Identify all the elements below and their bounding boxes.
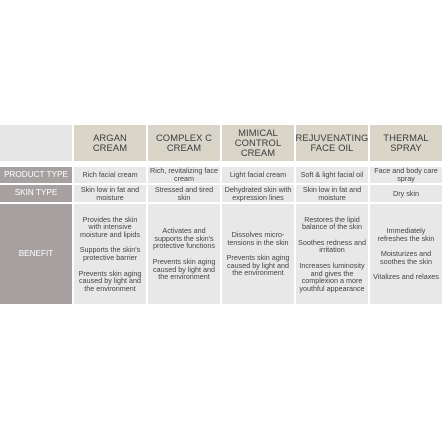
benefit-item: Vitalizes and relaxes [373, 272, 439, 282]
benefit-item: Dissolves micro-tensions in the skin [227, 230, 289, 247]
product-type-cell: Light facial cream [222, 167, 294, 183]
benefit-item: Immediately refreshes the skin [377, 226, 435, 243]
benefit-item: Prevents skin aging caused by light and the environment [152, 257, 216, 282]
header-complex-c-cream: COMPLEX C CREAM [148, 125, 220, 161]
benefit-cell-complex-c [148, 204, 220, 304]
benefit-item: Prevents skin aging caused by light and the environment [226, 253, 290, 278]
comparison-table [0, 125, 439, 304]
benefit-item: Provides the skin with intensive moisture and lipids [80, 214, 140, 239]
benefit-cell-thermal [370, 204, 442, 304]
product-type-cell: Soft & light facial oil [296, 167, 368, 183]
benefit-item: Soothes redness and irritation [298, 237, 366, 255]
header-gap [0, 163, 442, 165]
skin-type-cell: Stressed and tired skin [148, 185, 220, 202]
row-label-benefit: BENEFIT [0, 204, 72, 304]
benefit-item: Activates and supports the skin's protective functions [153, 226, 215, 251]
row-label-product-type: PRODUCT TYPE [0, 167, 72, 183]
skin-type-cell: Dehydrated skin with expression lines [222, 185, 294, 202]
benefit-cell-mimical [222, 204, 294, 304]
header-thermal-spray: THERMAL SPRAY [370, 125, 442, 161]
benefit-cell-rejuvenating [296, 204, 368, 304]
product-type-cell: Face and body care spray [370, 167, 442, 183]
table-grid [0, 125, 439, 304]
benefit-item: Supports the skin's protective barrier [79, 245, 141, 262]
header-rejuvenating-face-oil: REJUVENATING FACE OIL [296, 125, 368, 161]
benefit-item: Prevents skin aging caused by light and the environment [78, 268, 142, 293]
skin-type-cell: Dry skin [370, 185, 442, 202]
benefit-item: Increases luminosity and gives the complexion a more youthful appearance [299, 261, 365, 293]
row-label-skin-type: SKIN TYPE [0, 185, 72, 202]
skin-type-cell: Skin low in fat and moisture [74, 185, 146, 202]
header-corner [0, 125, 72, 161]
header-mimical-control-cream: MIMICAL CONTROL CREAM [222, 125, 294, 161]
skin-type-cell: Skin low in fat and moisture [296, 185, 368, 202]
header-argan-cream: ARGAN CREAM [74, 125, 146, 161]
product-type-cell: Rich, revitalizing face cream [148, 167, 220, 183]
benefit-item: Restores the lipid balance of the skin [302, 214, 362, 232]
product-type-cell: Rich facial cream [74, 167, 146, 183]
benefit-item: Moisturizes and soothes the skin [380, 249, 432, 266]
benefit-cell-argan [74, 204, 146, 304]
